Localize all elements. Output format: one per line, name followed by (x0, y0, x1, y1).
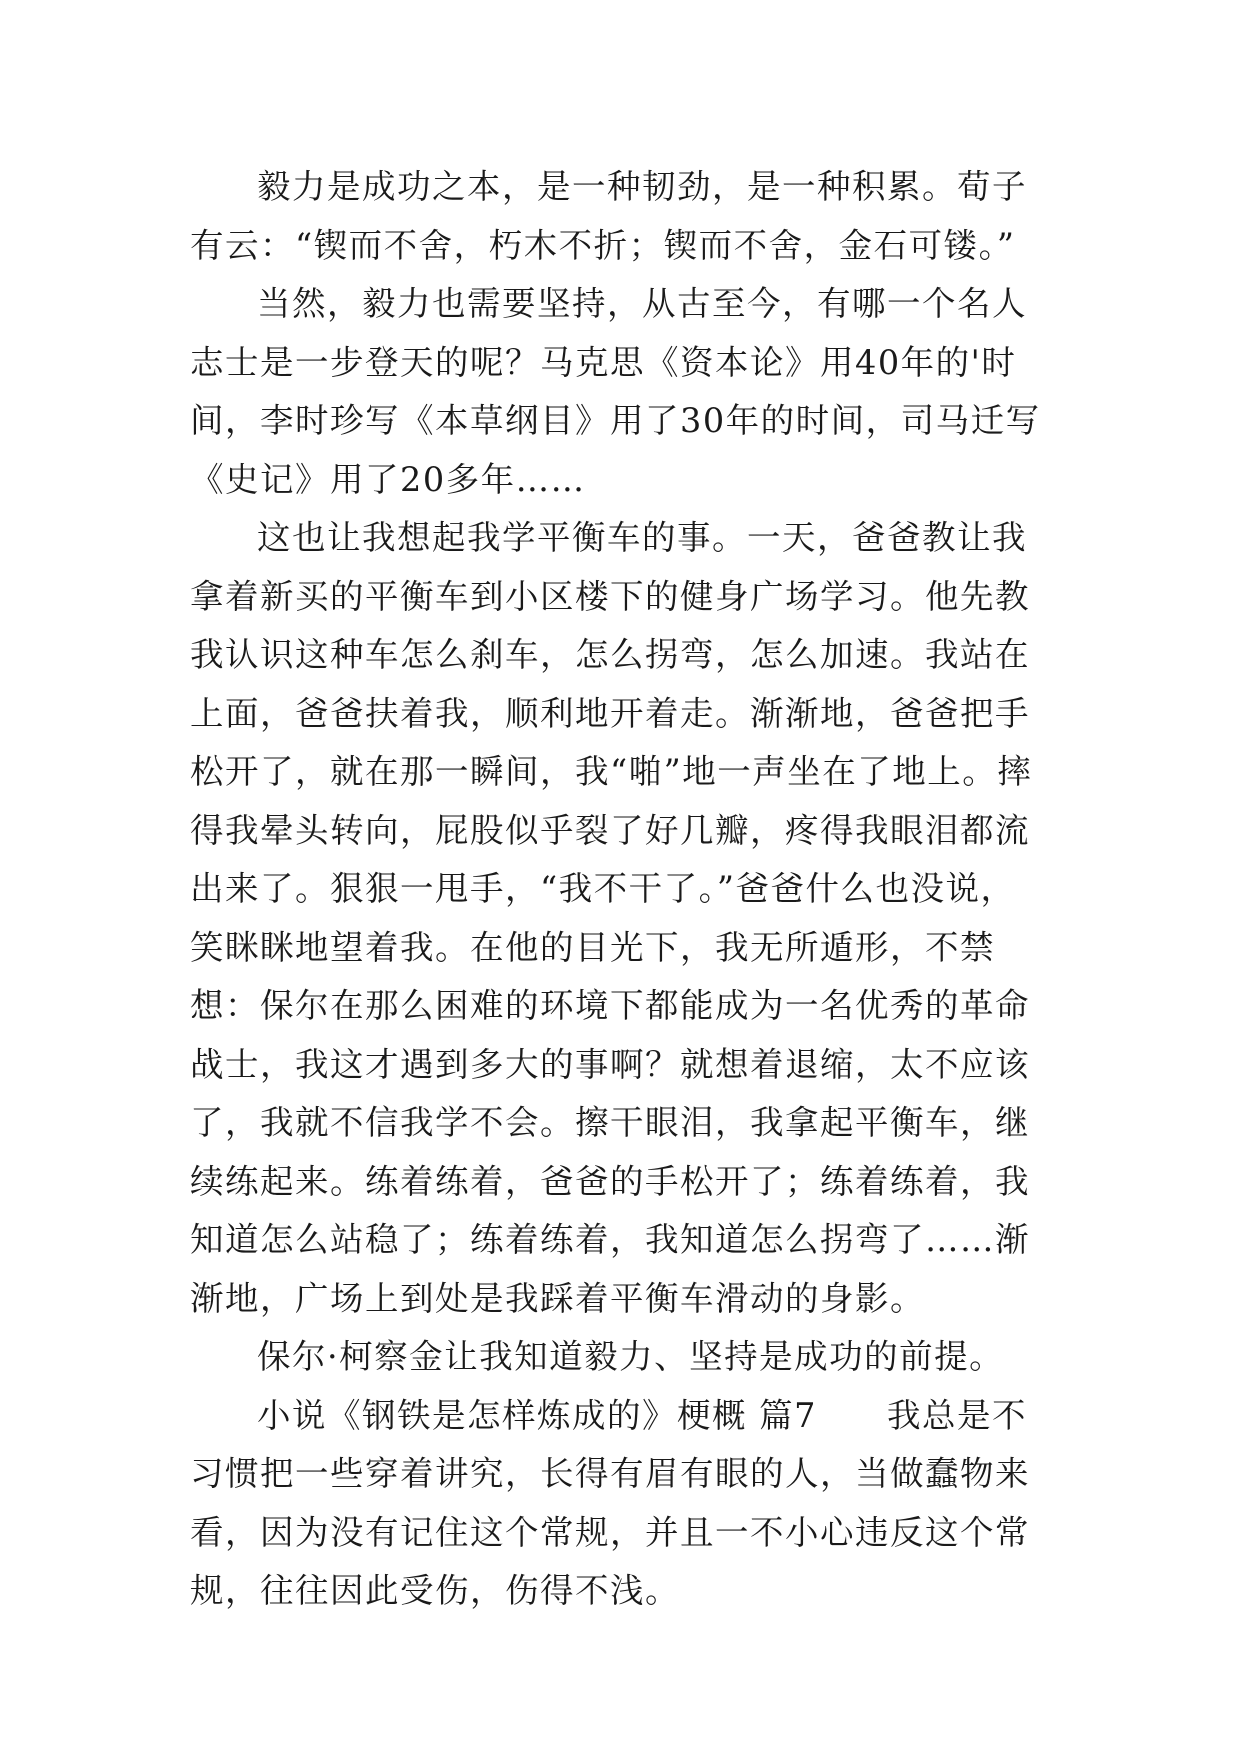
paragraph-perseverance: 毅力是成功之本，是一种韧劲，是一种积累。荀子有云：“锲而不舍，朽木不折；锲而不舍，金石可镂。” (190, 167, 1027, 265)
paragraph-conclusion: 保尔·柯察金让我知道毅力、坚持是成功的前提。 (257, 1337, 1005, 1376)
paragraph-persistence: 当然，毅力也需要坚持，从古至今，有哪一个名人志士是一步登天的呢？马克思《资本论》用40年的'时间，李时珍写《本草纲目》用了30年的时间，司马迁写《史记》用了20多年…… (190, 284, 1041, 499)
paragraph-synopsis-7: 小说《钢铁是怎样炼成的》梗概 篇7 我总是不习惯把一些穿着讲究，长得有眉有眼的人，当做蠢物来看，因为没有记住这个常规，并且一不小心违反这个常规，往往因此受伤，伤得不浅。 (190, 1395, 1030, 1610)
document-body (190, 158, 1050, 1621)
paragraph-balance-scooter: 这也让我想起我学平衡车的事。一天，爸爸教让我拿着新买的平衡车到小区楼下的健身广场学习。他先教我认识这种车怎么刹车，怎么拐弯，怎么加速。我站在上面，爸爸扶着我，顺利地开着走。渐渐地，爸爸把手松开了，就在那一瞬间，我“啪”地一声坐在了地上。摔得我晕头转向，屁股似乎裂了好几瓣，疼得我眼泪都流出来了。狠狠一甩手，“我不干了。”爸爸什么也没说，笑眯眯地望着我。在他的目光下，我无所遁形，不禁想：保尔在那么困难的环境下都能成为一名优秀的革命战士，我这才遇到多大的事啊？就想着退缩，太不应该了，我就不信我学不会。擦干眼泪，我拿起平衡车，继续练起来。练着练着，爸爸的手松开了；练着练着，我知道怎么站稳了；练着练着，我知道怎么拐弯了……渐渐地，广场上到处是我踩着平衡车滑动的身影。 (190, 518, 1033, 1318)
